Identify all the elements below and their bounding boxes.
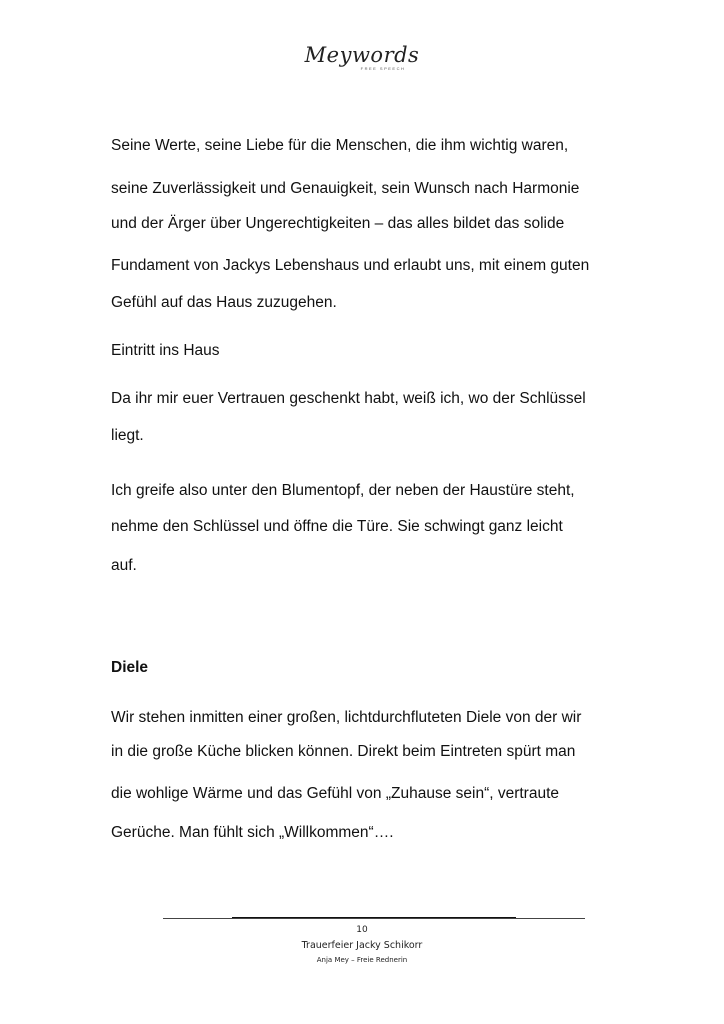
body-line: Fundament von Jackys Lebenshaus und erlaubt uns, mit einem guten	[111, 257, 590, 274]
body-line: seine Zuverlässigkeit und Genauigkeit, sein Wunsch nach Harmonie	[111, 180, 580, 197]
logo-subtext: FREE SPEECH	[360, 66, 406, 71]
page-number: 10	[356, 925, 368, 935]
body-line: auf.	[111, 557, 137, 574]
body-line: Da ihr mir euer Vertrauen geschenkt habt, weiß ich, wo der Schlüssel	[111, 390, 586, 407]
body-line: liegt.	[111, 427, 144, 444]
section-heading-diele: Diele	[111, 659, 149, 676]
body-line: Ich greife also unter den Blumentopf, der neben der Haustüre steht,	[111, 482, 575, 499]
footer-divider-accent	[232, 917, 516, 918]
body-line: nehme den Schlüssel und öffne die Türe. Sie schwingt ganz leicht	[111, 518, 563, 535]
footer-divider	[163, 918, 585, 919]
body-line: Seine Werte, seine Liebe für die Menschen, die ihm wichtig waren,	[111, 137, 569, 154]
footer-subtitle: Anja Mey – Freie Rednerin	[316, 956, 408, 964]
body-line: in die große Küche blicken können. Direkt beim Eintreten spürt man	[111, 743, 576, 760]
body-line: die wohlige Wärme und das Gefühl von „Zuhause sein“, vertraute	[111, 785, 560, 802]
section-heading-eintritt: Eintritt ins Haus	[111, 342, 220, 359]
logo-text: Meywords	[304, 43, 420, 67]
logo	[0, 44, 724, 72]
body-line: Gerüche. Man fühlt sich „Willkommen“….	[111, 824, 394, 841]
body-line: Wir stehen inmitten einer großen, lichtdurchfluteten Diele von der wir	[111, 709, 582, 726]
footer-title: Trauerfeier Jacky Schikorr	[301, 940, 423, 951]
body-line: Gefühl auf das Haus zuzugehen.	[111, 294, 337, 311]
body-line: und der Ärger über Ungerechtigkeiten – das alles bildet das solide	[111, 215, 565, 232]
